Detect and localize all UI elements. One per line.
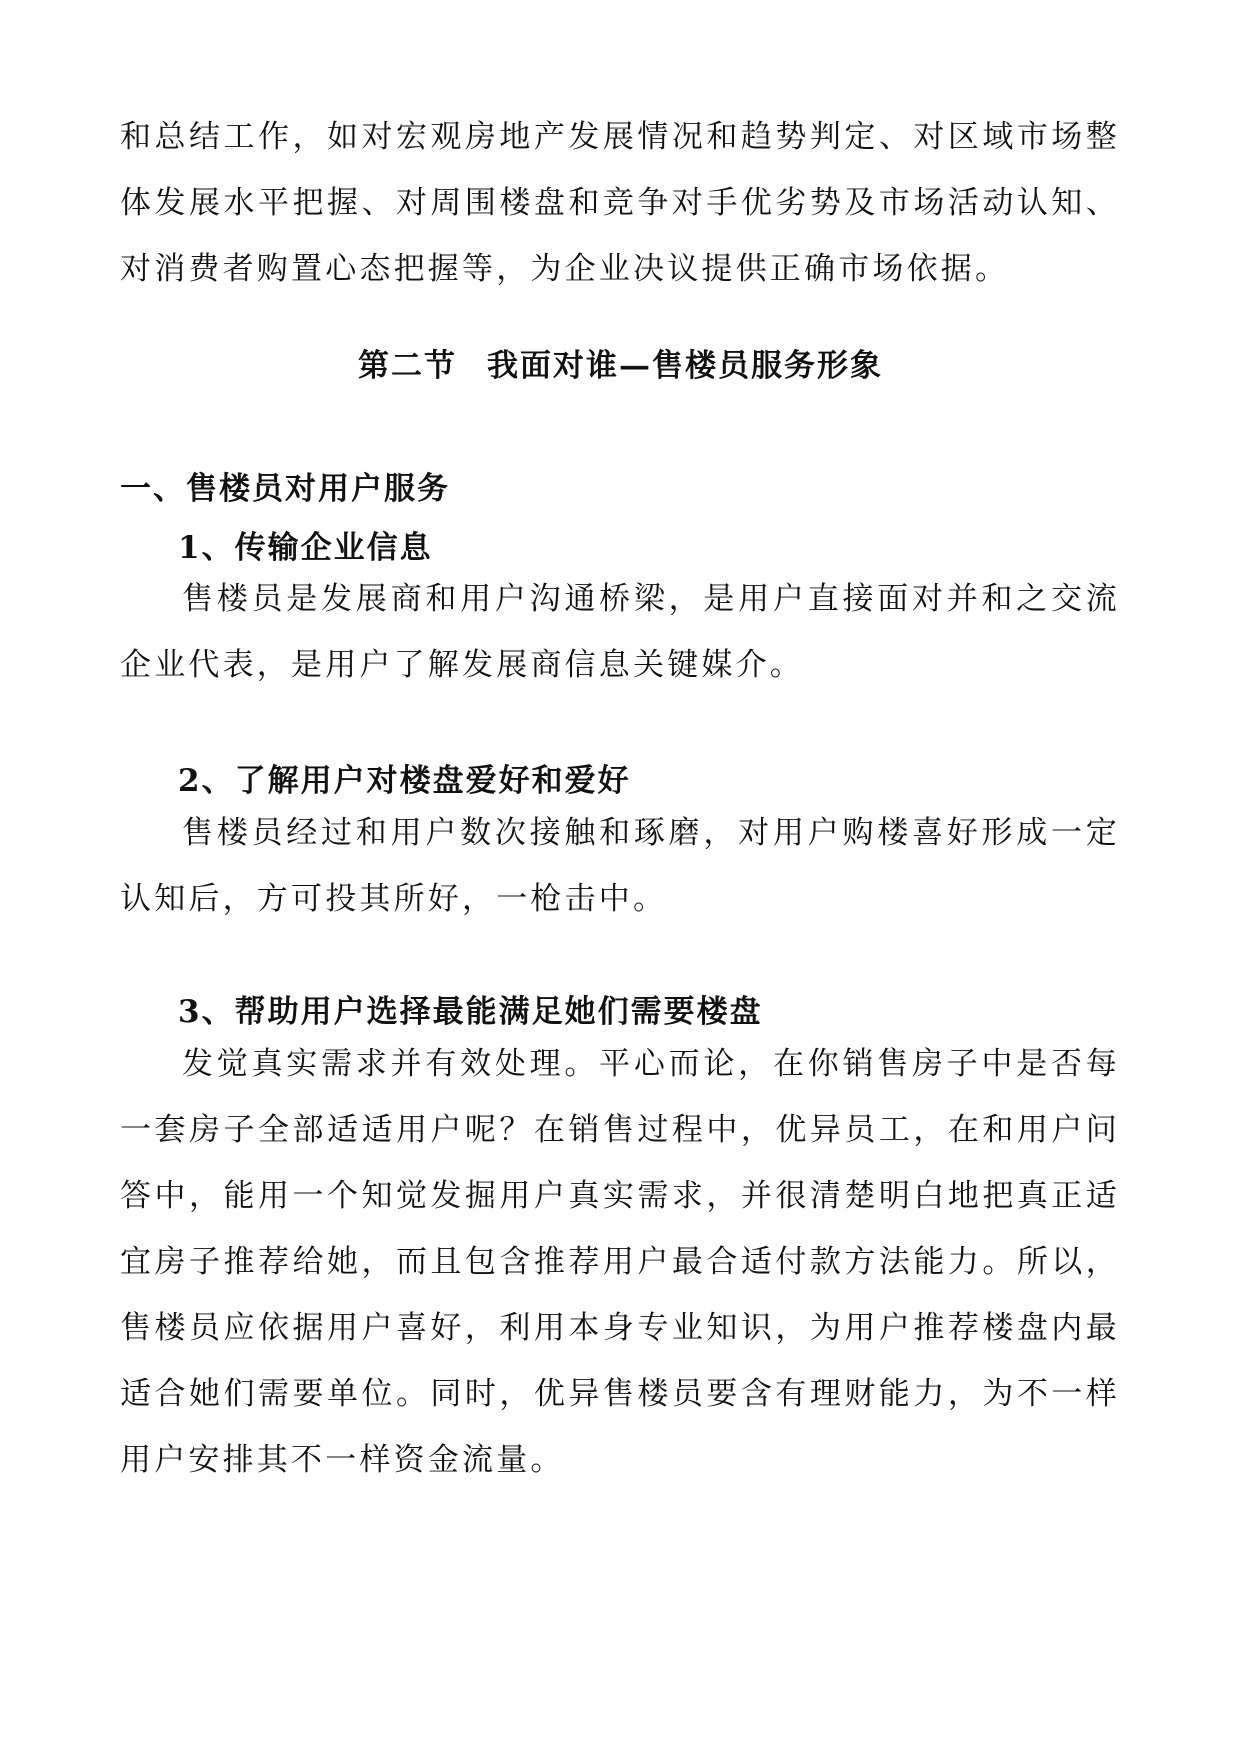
subheading-1: 1、传输企业信息	[178, 530, 433, 566]
subheading-3: 3、帮助用户选择最能满足她们需要楼盘	[178, 994, 763, 1030]
heading-level1: 一、售楼员对用户服务	[120, 471, 450, 507]
paragraph-1: 售楼员是发展商和用户沟通桥梁，是用户直接面对并和之交流企业代表，是用户了解发展商信息关键媒介。	[120, 581, 1120, 683]
section-title	[0, 340, 1241, 385]
subheading-2: 2、了解用户对楼盘爱好和爱好	[178, 763, 631, 799]
section-number: 第二节	[358, 348, 457, 384]
intro-paragraph: 和总结工作，如对宏观房地产发展情况和趋势判定、对区域市场整体发展水平把握、对周围楼盘和竞争对手优劣势及市场活动认知、对消费者购置心态把握等，为企业决议提供正确市场依据。	[120, 119, 1120, 287]
section-name: 我面对谁—售楼员服务形象	[487, 348, 883, 384]
paragraph-2: 售楼员经过和用户数次接触和琢磨，对用户购楼喜好形成一定认知后，方可投其所好，一枪击中。	[120, 815, 1120, 917]
paragraph-3: 发觉真实需求并有效处理。平心而论，在你销售房子中是否每一套房子全部适适用户呢？在销售过程中，优异员工，在和用户问答中，能用一个知觉发掘用户真实需求，并很清楚明白地把真正适宜房子推荐给她，而且包含推荐用户最合适付款方法能力。所以，售楼员应依据用户喜好，利用本身专业知识，为用户推荐楼盘内最适合她们需要单位。同时，优异售楼员要含有理财能力，为不一样用户安排其不一样资金流量。	[120, 1046, 1120, 1478]
